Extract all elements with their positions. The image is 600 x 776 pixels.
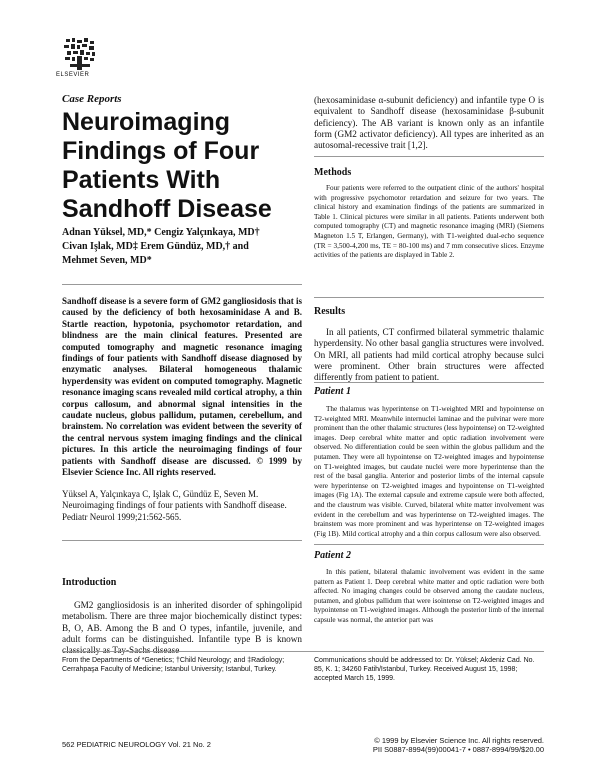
methods-rule	[314, 156, 544, 157]
footnote-rule	[62, 651, 544, 652]
patient1-rule	[314, 382, 544, 383]
abstract-top-rule	[62, 284, 302, 285]
article-title	[62, 108, 282, 224]
elsevier-tree-icon	[62, 36, 98, 72]
title-line: Sandhoff Disease	[62, 195, 272, 223]
patient2-heading: Patient 2	[314, 550, 351, 561]
results-heading: Results	[314, 306, 346, 317]
citation: Yüksel A, Yalçınkaya C, Işlak C, Gündüz E, Seven M. Neuroimaging findings of four patients with Sandhoff disease. Pediatr Neurol 1999;21:562-565.	[62, 489, 287, 522]
publisher-name: ELSEVIER	[56, 72, 90, 78]
patient2-rule	[314, 544, 544, 545]
methods-text: Four patients were referred to the outpatient clinic of the authors' hospital with progressive psychomotor retardation and seizure for two years. The clinical history and examination findings of the patients are summarized in Table 1. Clinical pictures were similar in all patients. Patients underwent both computed tomography (CT) and magnetic resonance imaging (MRI) (Siemens Magneton 1.5 T, Erlangen, Germany), with T1-weighted dual-echo sequence (TR = 3,500-4,200 ms, TE = 80-100 ms) and 7 mm consecutive slices. Enzyme activities of the patients are displayed in Table 2.	[314, 184, 544, 260]
title-line: Patients With	[62, 166, 221, 194]
patient1-heading: Patient 1	[314, 386, 351, 397]
pii-line: PII S0887-8994(99)00041-7 • 0887-8994/99/$20.00	[372, 745, 544, 754]
page-footer-left: 562 PEDIATRIC NEUROLOGY Vol. 21 No. 2	[62, 740, 211, 749]
introduction-text: GM2 gangliosidosis is an inherited disorder of sphingolipid metabolism. There are three major biochemically distinct types: B, O, AB. Among the B and O types, infantile, juvenile, and adult forms can be distinguished. Infantile type B is known	[62, 600, 302, 644]
results-text: In all patients, CT confirmed bilateral symmetric thalamic hyperdensity. No other basal ganglia structures were involved. On MRI, all patients had mild cortical atrophy because sulci were prominent. Other brain structures were affected differently from patient to patient.	[314, 327, 544, 383]
methods-heading: Methods	[314, 167, 352, 178]
author-line: Adnan Yüksel, MD,* Cengiz Yalçınkaya, MD†	[62, 227, 260, 238]
page-footer-right	[373, 736, 544, 754]
author-line: Civan Işlak, MD‡ Erem Gündüz, MD,† and	[62, 241, 249, 252]
patient1-text: The thalamus was hyperintense on T1-weighted MRI and hypointense on T2-weighted MRI. Meanwhile internuclei laminae and the pulvinar were more prominent than the other thalamic structures (less hypointense) on T2-weighted images. Deep cerebral white matter and optic radiation involvement were observed. No differentiation could be seen within the globus pallidum and the putamen. They were all hypointense on T2-weighted images and hypointense on T1-weighted images, but caudate nuclei were more hyperintense than the rest of the basal ganglia. Anterior and posterior limbs of the internal capsule were hyperintense on T2-weighted images and hypointense on T1-weighted images (Fig 1A). The external capsule and extreme capsule were both affected, and the claustrum was visible. Curved, bilateral white matter involvement was evident in the cerebellum and was hyperintense on T2-weighted images. The brainstem was more prominent and was hyperintense on T2-weighted images (Fig 1B). Mild cortical atrophy and a thin corpus callosum were also observed.	[314, 405, 544, 538]
abstract-bottom-rule	[62, 540, 302, 541]
elsevier-logo	[62, 36, 98, 72]
results-rule	[314, 297, 544, 298]
title-line: Neuroimaging	[62, 108, 231, 136]
intro-continued-text: (hexosaminidase α-subunit deficiency) and infantile type O is equivalent to Sandhoff disease (hexosaminidase β-subunit deficiency). The AB variant is known only as an infantile form (GM2 activator deficiency). All types are inherited as an autosomal-recessive trait [1,2].	[314, 95, 544, 151]
affiliation-note: From the Departments of *Genetics; †Child Neurology; and ‡Radiology; Cerrahpaşa Faculty of Medicine; Istanbul University; Istanbul, Turkey.	[62, 657, 285, 673]
correspondence-note: Communications should be addressed to: Dr. Yüksel; Akdeniz Cad. No. 85, K. 1; 34260 Fatih/Istanbul, Turkey. Received August 15, 1998; accepted March 15, 1999.	[314, 657, 535, 682]
introduction-heading: Introduction	[62, 577, 117, 588]
patient2-text: In this patient, bilateral thalamic involvement was evident in the same pattern as Patient 1. Deep cerebral white matter and optic radiation were both affected. No imaging changes could be observed among the caudate nucleus, putamen, and globus pallidum that were isointense on T2-weighted images and hypointense on T1-weighted images. Although the posterior limb of the internal capsule was normal, the anterior part was	[314, 568, 544, 624]
author-line: Mehmet Seven, MD*	[62, 255, 152, 266]
abstract: Sandhoff disease is a severe form of GM2 gangliosidosis that is caused by the deficiency of both hexosaminidase A and B. Startle reaction, hypotonia, psychomotor retardation, and blindness are the main clinical features. Presented are computed tomography and magnetic resonance imaging findings of four patients with Sandhoff disease diagnosed by enzymatic analyses. Bilateral homogeneous thalamic hyperdensity was evident on computed tomography. Magnetic resonance imaging scans revealed mild cortical atrophy, a thin corpus callosum, and abnormal signal intensities in the caudate nucleus, globus pallidum, putamen, cerebellum, and brainstem. No correlation was evident between the severity of the central nervous system imaging findings and the clinical pictures. In this article the neuroimaging findings of four patients with Sandhoff disease are discussed. © 1999 by Elsevier Science Inc. All rights reserved.	[62, 296, 302, 478]
title-line: Findings of Four	[62, 137, 260, 165]
section-type: Case Reports	[62, 93, 122, 105]
copyright-line: © 1999 by Elsevier Science Inc. All rights reserved.	[374, 736, 544, 745]
author-list	[62, 226, 302, 268]
